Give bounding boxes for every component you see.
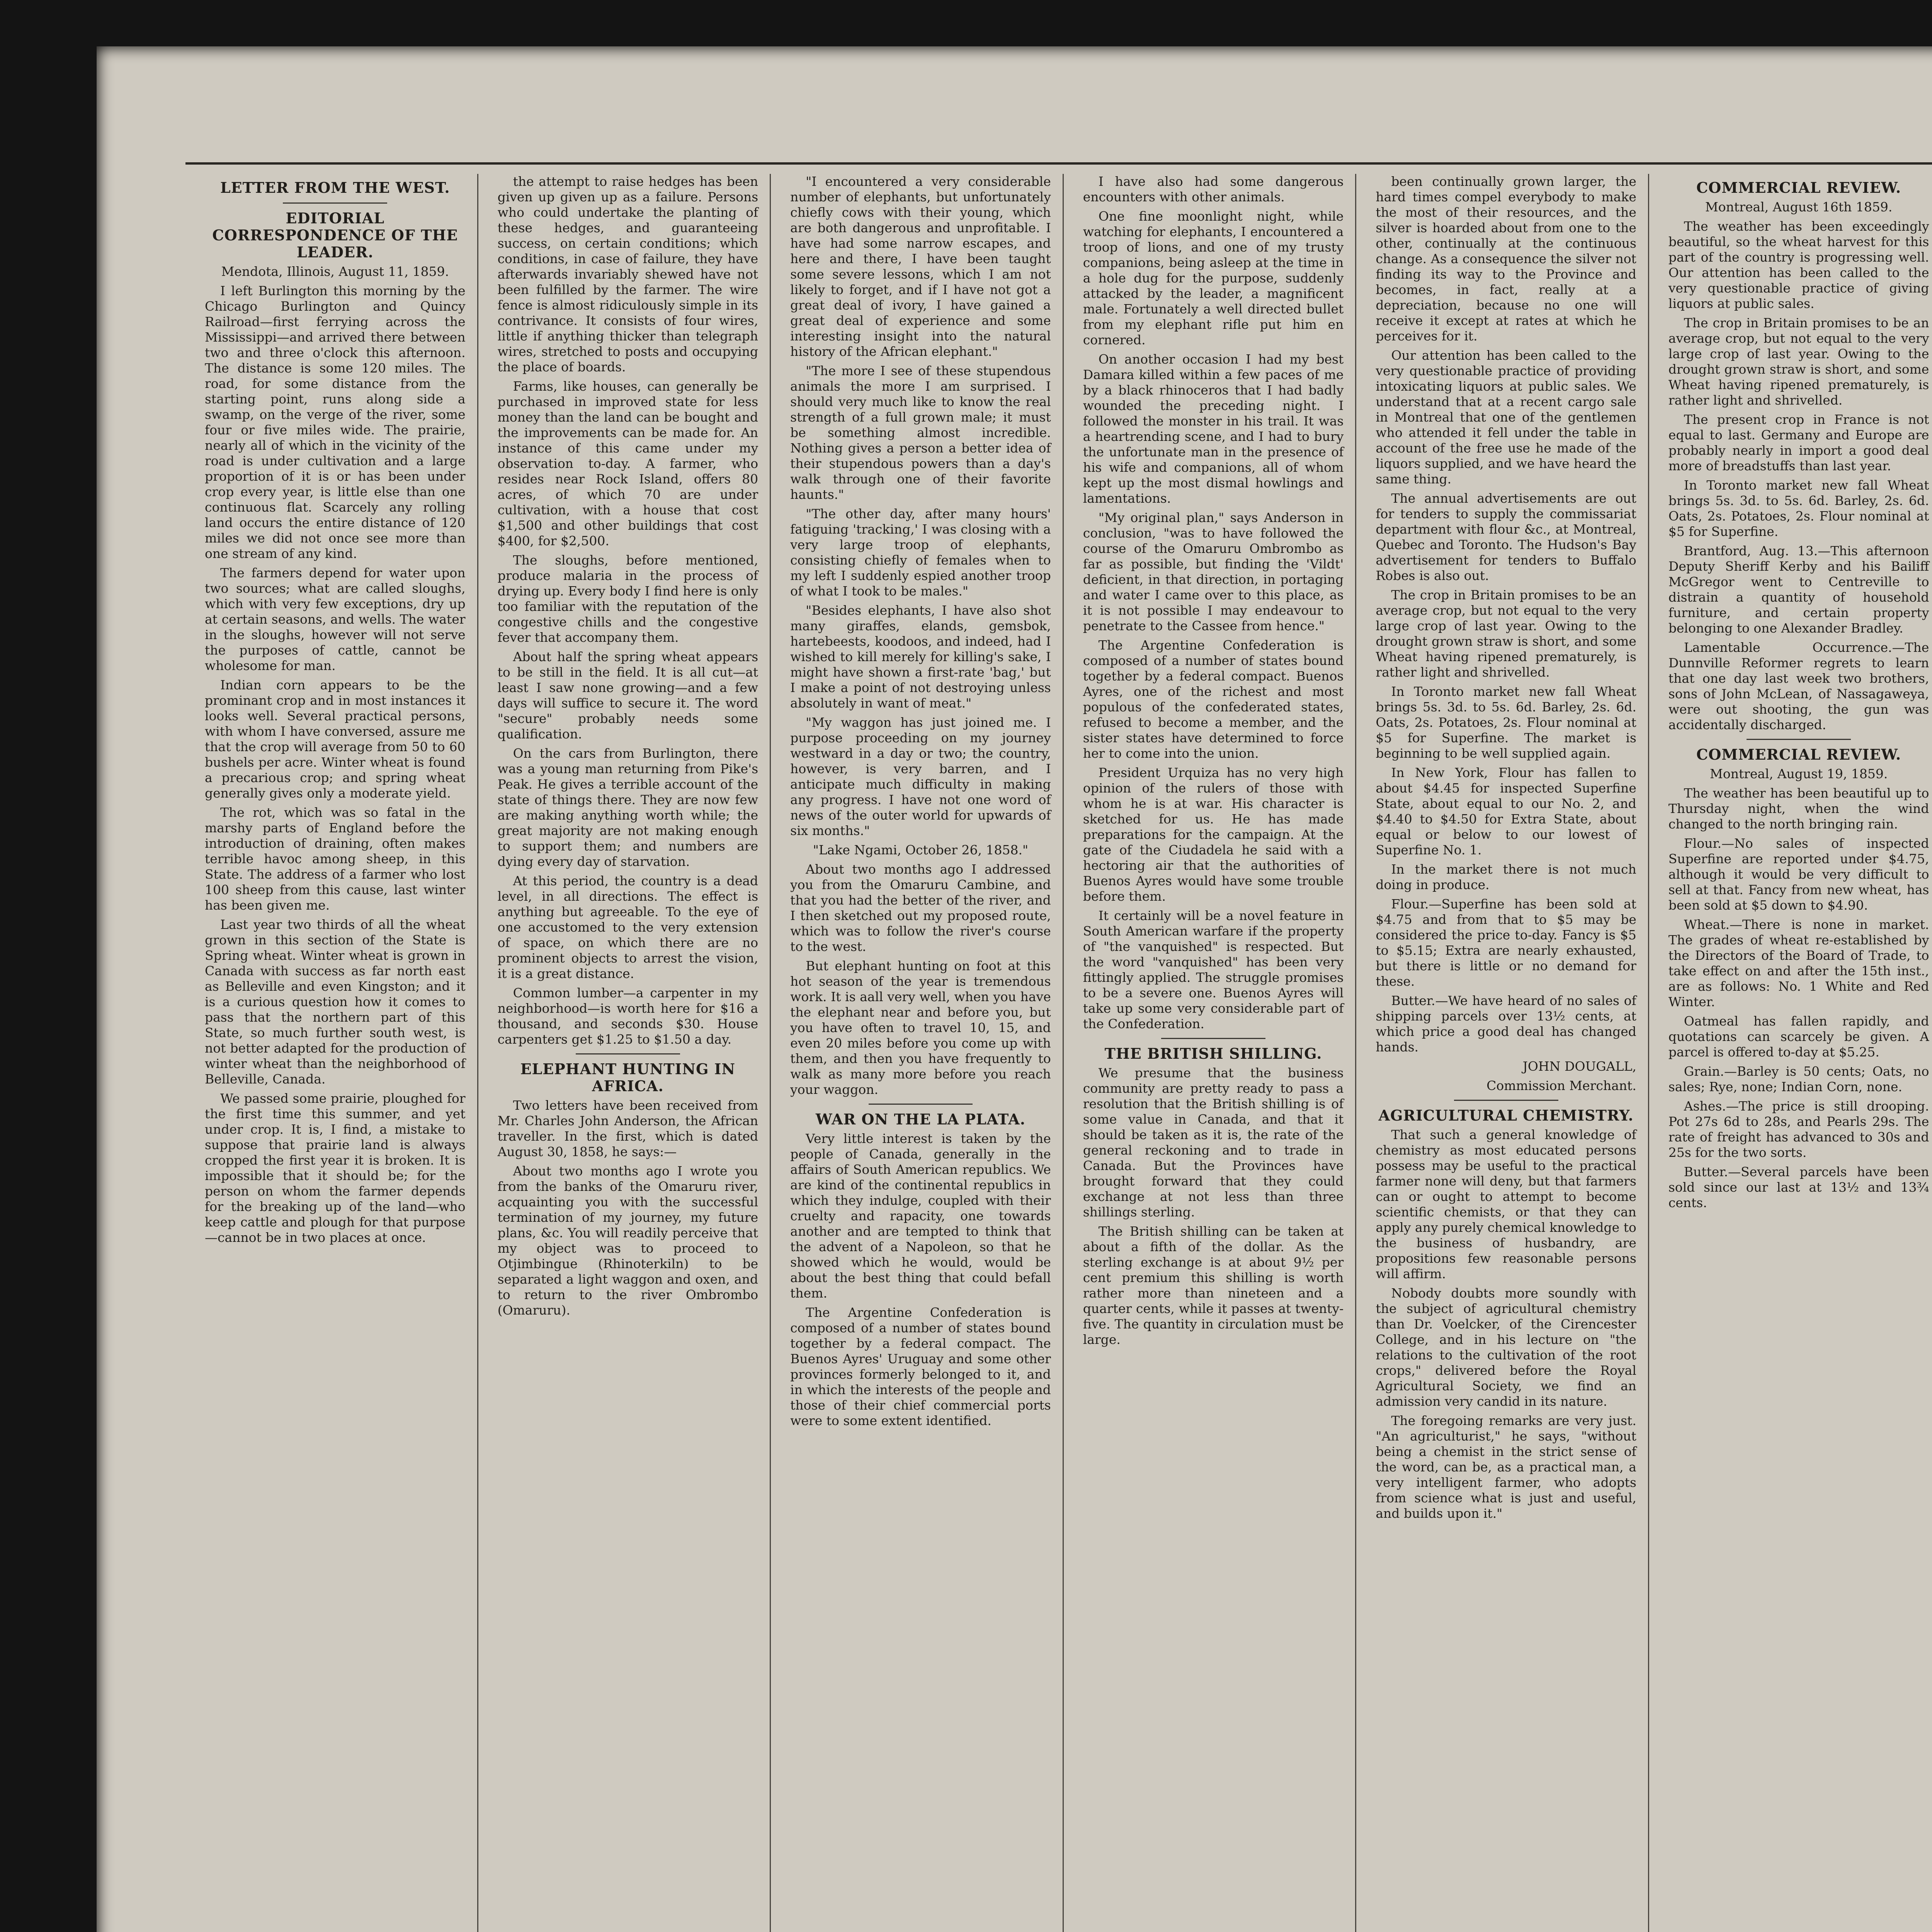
article-heading: EDITORIAL CORRESPONDENCE OF THE LEADER. [212, 209, 458, 261]
article-paragraph: About two months ago I wrote you from the banks of the Omaruru river, acquainting you with the successful termination of my journey, my future plans, &c. You will readily perceive that my object was to proceed to Otjimbingue (Rhinoterkiln) to be separated a light waggon and oxen, and to return to the river Ombrombo (Omaruru). [497, 1163, 759, 1318]
article-paragraph: The crop in Britain promises to be an average crop, but not equal to the very large crop of last year. Owing to the drought grown straw is short, and some Wheat having ripened prematurely, is rather light and shrivelled. [1668, 315, 1929, 408]
article-paragraph: The crop in Britain promises to be an average crop, but not equal to the very large crop of last year. Owing to the drought grown straw is short, and some Wheat having ripened prematurely, is rather light and shrivelled. [1376, 587, 1636, 680]
article-heading: COMMERCIAL REVIEW. [1696, 746, 1901, 763]
column-4 [1071, 174, 1357, 1932]
article-paragraph: Brantford, Aug. 13.—This afternoon Deputy Sheriff Kerby and his Bailiff McGregor went to Centreville to distrain a quantity of household furniture, and certain property belonging to one Alexander Bradley. [1668, 543, 1929, 636]
article-paragraph: But elephant hunting on foot at this hot season of the year is tremendous work. It is aall very well, when you have the elephant near and before you, but you have often to travel 10, 15, and even 20 miles before you come up with them, and then you have frequently to walk as many more before you reach your waggon. [790, 958, 1051, 1097]
article-paragraph: "The other day, after many hours' fatiguing 'tracking,' I was closing with a very large troop of elephants, consisting chiefly of females when to my left I suddenly espied another troop of what I took to be males." [790, 506, 1051, 599]
article-paragraph: Flour.—No sales of inspected Superfine are reported under $4.75, although it would be very difficult to sell at that. Fancy from new wheat, has been sold at $5 down to $4.90. [1668, 836, 1929, 913]
signature: JOHN DOUGALL, [1522, 1059, 1636, 1074]
article-paragraph: In Toronto market new fall Wheat brings 5s. 3d. to 5s. 6d. Barley, 2s. 6d. Oats, 2s. Potatoes, 2s. Flour nominal at $5 for Superfine. [1668, 478, 1929, 539]
article-columns [193, 174, 1932, 1932]
article-paragraph: The weather has been exceedingly beautiful, so the wheat harvest for this part of the country is progressing well. Our attention has been called to the very questionable practice of giving liquors at public sales. [1668, 219, 1929, 311]
article-paragraph: It certainly will be a novel feature in South American warfare if the property of "the vanquished" is respected. But the word "vanquished" has been very fittingly applied. The struggle promises to be a severe one. Buenos Ayres will take up some very considerable part of the Confederation. [1083, 908, 1344, 1031]
article-paragraph: The foregoing remarks are very just. "An agriculturist," he says, "without being a chemist in the strict sense of the word, can be, as a practical man, a very intelligent farmer, who adopts from science what is just and useful, and builds upon it." [1376, 1413, 1636, 1521]
article-paragraph: I left Burlington this morning by the Chicago Burlington and Quincy Railroad—first ferrying across the Mississippi—and arrived there between two and three o'clock this afternoon. The distance is some 120 miles. The road, for some distance from the starting point, runs along side a swamp, on the verge of the river, some four or five miles wide. The prairie, nearly all of which in the vicinity of the road is under cultivation and a large proportion of it is or has been under crop every year, is little else than one continuous flat. Scarcely any rolling land occurs the entire distance of 120 miles we did not once see more than one stream of any kind. [205, 283, 466, 561]
article-paragraph: About two months ago I addressed you from the Omaruru Cambine, and that you had the better of the river, and I then sketched out my proposed route, which was to follow the river's course to the west. [790, 862, 1051, 954]
article-paragraph: The British shilling can be taken at about a fifth of the dollar. As the sterling exchange is at about 9½ per cent premium this shilling is worth rather more than nineteen and a quarter cents, while it passes at twenty-five. The quantity in circulation must be large. [1083, 1224, 1344, 1347]
article-paragraph: "My original plan," says Anderson in conclusion, "was to have followed the course of the Omaruru Ombrombo as far as possible, but finding the 'Vildt' deficient, in that direction, in portaging and water I came over to this place, as it is not possible I may endeavour to penetrate to the Cassee from hence." [1083, 510, 1344, 633]
section-divider [576, 1053, 680, 1054]
article-paragraph: The weather has been beautiful up to Thursday night, when the wind changed to the north bringing rain. [1668, 786, 1929, 832]
article-paragraph: The farmers depend for water upon two sources; what are called sloughs, which with very few exceptions, dry up at certain seasons, and wells. The water in the sloughs, however will not serve the purposes of cattle, cannot be wholesome for man. [205, 565, 466, 673]
article-paragraph: "The more I see of these stupendous animals the more I am surprised. I should very much like to know the real strength of a full grown male; it must be something almost incredible. Nothing gives a person a better idea of their stupendous powers than a day's walk through one of their favorite haunts." [790, 363, 1051, 502]
article-paragraph: Last year two thirds of all the wheat grown in this section of the State is Spring wheat. Winter wheat is grown in Canada with success as far north east as Belleville and even Kingston; and it is a curious question how it comes to pass that the northern part of this State, so much further south west, is not better adapted for the production of winter wheat than the neighborhood of Belleville, Canada. [205, 917, 466, 1087]
dateline: Montreal, August 16th 1859. [1705, 199, 1893, 214]
article-paragraph: Very little interest is taken by the people of Canada, generally in the affairs of South American republics. We are kind of the continental republics in which they indulge, coupled with their cruelty and rapacity, one towards another and are tempted to think that the advent of a Napoleon, so that he showed which he would, would be about the best thing that could befall them. [790, 1131, 1051, 1301]
signature: Commission Merchant. [1486, 1078, 1636, 1093]
article-paragraph: Flour.—Superfine has been sold at $4.75 and from that to $5 may be considered the price to-day. Fancy is $5 to $5.15; Extra are nearly exhausted, but there is little or no demand for these. [1376, 896, 1636, 989]
article-paragraph: The Argentine Confederation is composed of a number of states bound together by a federal compact. Buenos Ayres, one of the richest and most populous of the confederated states, refused to become a member, and the sister states have determined to force her to come into the union. [1083, 638, 1344, 761]
article-paragraph: On the cars from Burlington, there was a young man returning from Pike's Peak. He gives a terrible account of the state of things there. They are now few are making anything worth while; the great majority are not making enough to support them; and numbers are dying every day of starvation. [497, 746, 759, 869]
article-paragraph: Ashes.—The price is still drooping. Pot 27s 6d to 28s, and Pearls 29s. The rate of freight has advanced to 30s and 25s for the two sorts. [1668, 1099, 1929, 1160]
article-paragraph: I have also had some dangerous encounters with other animals. [1083, 174, 1344, 204]
header-rule [185, 162, 1932, 165]
article-paragraph: Butter.—We have heard of no sales of shipping parcels over 13½ cents, at which price a good deal has changed hands. [1376, 993, 1636, 1054]
article-heading: ELEPHANT HUNTING IN AFRICA. [520, 1060, 736, 1095]
article-paragraph: At this period, the country is a dead level, in all directions. The effect is anything but agreeable. To the eye of one accustomed to the very extension of space, on which there are no prominent objects to arrest the vision, it is a great distance. [497, 873, 759, 981]
article-paragraph: The annual advertisements are out for tenders to supply the commissariat department with flour &c., at Montreal, Quebec and Toronto. The Hudson's Bay advertisement for tenders to Buffalo Robes is also out. [1376, 491, 1636, 583]
article-paragraph: Grain.—Barley is 50 cents; Oats, no sales; Rye, none; Indian Corn, none. [1668, 1064, 1929, 1094]
column-1 [193, 174, 478, 1932]
article-paragraph: In the market there is not much doing in produce. [1376, 862, 1636, 892]
article-paragraph: Common lumber—a carpenter in my neighborhood—is worth here for $16 a thousand, and seconds $30. House carpenters get $1.25 to $1.50 a day. [497, 985, 759, 1047]
column-6 [1657, 174, 1932, 1932]
article-paragraph: The Argentine Confederation is composed of a number of states bound together by a federal compact. The Buenos Ayres' Uruguay and some other provinces formerly belonged to it, and in which the interests of the people and those of their chief commercial ports were to some extent identified. [790, 1305, 1051, 1428]
section-divider [1161, 1038, 1265, 1039]
article-paragraph: "Besides elephants, I have also shot many giraffes, elands, gemsbok, hartebeests, koodoos, and indeed, had I wished to kill merely for killing's sake, I might have shown a first-rate 'bag,' but I make a point of not destroying unless absolutely in want of meat." [790, 603, 1051, 711]
column-2 [486, 174, 771, 1932]
article-paragraph: Oatmeal has fallen rapidly, and quotations can scarcely be given. A parcel is offered to-day at $5.25. [1668, 1014, 1929, 1060]
column-3 [779, 174, 1064, 1932]
article-paragraph: "My waggon has just joined me. I purpose proceeding on my journey westward in a day or two; the country, however, is very barren, and I anticipate much difficulty in making any progress. I have not one word of news of the outer world for upwards of six months." [790, 715, 1051, 838]
article-heading: THE BRITISH SHILLING. [1104, 1045, 1322, 1062]
article-paragraph: That such a general knowledge of chemistry as most educated persons possess may be useful to the practical farmer none will deny, but that farmers can or ought to attempt to become scientific chemists, or that they can apply any purely chemical knowledge to the business of husbandry, are propositions few reasonable persons will affirm. [1376, 1127, 1636, 1281]
newspaper-page [97, 46, 1932, 1932]
article-paragraph: We presume that the business community are pretty ready to pass a resolution that the British shilling is of some value in Canada, and that it should be taken as it is, the rate of the general reckoning and to trade in Canada. But the Provinces have brought forward that they could exchange at not less than three shillings sterling. [1083, 1065, 1344, 1219]
article-paragraph: Our attention has been called to the very questionable practice of providing intoxicating liquors at public sales. We understand that at a recent cargo sale in Montreal that one of the gentlemen who attended it fell under the table in account of the free use he made of the liquors supplied, and we have heard the same thing. [1376, 348, 1636, 486]
article-heading: WAR ON THE LA PLATA. [815, 1111, 1026, 1128]
article-paragraph: In New York, Flour has fallen to about $4.45 for inspected Superfine State, about equal to our No. 2, and $4.40 to $4.50 for Extra State, about equal or below to our lowest of Superfine No. 1. [1376, 765, 1636, 857]
article-paragraph: been continually grown larger, the hard times compel everybody to make the most of their resources, and the silver is hoarded about from one to the other, continually at the continuous change. As a consequence the silver not finding its way to the Province and becomes, in fact, really at a depreciation, because no one will receive it except at rates at which he perceives for it. [1376, 174, 1636, 344]
section-divider [1454, 1100, 1558, 1101]
dateline: Mendota, Illinois, August 11, 1859. [221, 264, 449, 279]
section-divider [283, 202, 387, 204]
article-paragraph: Farms, like houses, can generally be purchased in improved state for less money than the land can be bought and the improvements can be made for. An instance of this came under my observation to-day. A farmer, who resides near Rock Island, offers 80 acres, of which 70 are under cultivation, with a house that cost $1,500 and other buildings that cost $400, for $2,500. [497, 379, 759, 548]
article-paragraph: Wheat.—There is none in market. The grades of wheat re-established by the Directors of the Board of Trade, to take effect on and after the 15th inst., are as follows: No. 1 White and Red Winter. [1668, 917, 1929, 1009]
section-divider [1747, 739, 1851, 740]
article-paragraph: The present crop in France is not equal to last. Germany and Europe are probably nearly in import a good deal more of breadstuffs than last year. [1668, 412, 1929, 473]
article-paragraph: About half the spring wheat appears to be still in the field. It is all cut—at least I saw none growing—and a few days will suffice to secure it. The word "secure" probably needs some qualification. [497, 649, 759, 742]
dateline: Montreal, August 19, 1859. [1710, 766, 1888, 781]
dateline: "Lake Ngami, October 26, 1858." [813, 842, 1029, 857]
article-paragraph: The rot, which was so fatal in the marshy parts of England before the introduction of draining, often makes terrible havoc among sheep, in this State. The address of a farmer who lost 100 sheep from this cause, last winter has been given me. [205, 805, 466, 913]
article-paragraph: On another occasion I had my best Damara killed within a few paces of me by a black rhinoceros that I had badly wounded the preceding night. I followed the monster in his trail. It was a heartrending scene, and I had to bury the unfortunate man in the presence of his wife and companions, all of whom kept up the most dismal howlings and lamentations. [1083, 352, 1344, 506]
article-paragraph: President Urquiza has no very high opinion of the rulers of those with whom he is at war. His character is sketched for us. He has made preparations for the campaign. At the gate of the Ciudadela he said with a hectoring air that the authorities of Buenos Ayres would have some trouble before them. [1083, 765, 1344, 904]
article-paragraph: The sloughs, before mentioned, produce malaria in the process of drying up. Every body I find here is only too familiar with the reputation of the congestive chills and the congestive fever that accompany them. [497, 553, 759, 645]
column-5 [1364, 174, 1649, 1932]
article-heading: LETTER FROM THE WEST. [220, 179, 450, 196]
article-paragraph: In Toronto market new fall Wheat brings 5s. 3d. to 5s. 6d. Barley, 2s. 6d. Oats, 2s. Potatoes, 2s. Flour nominal at $5 for Superfine. The market is beginning to be well supplied again. [1376, 684, 1636, 761]
article-heading: COMMERCIAL REVIEW. [1696, 179, 1901, 196]
article-paragraph: One fine moonlight night, while watching for elephants, I encountered a troop of lions, and one of my trusty companions, being asleep at the time in a hole dug for the purpose, suddenly attacked by the leader, a magnificent male. Fortunately a well directed bullet from my elephant rifle put him en cornered. [1083, 209, 1344, 347]
article-paragraph: the attempt to raise hedges has been given up given up as a failure. Persons who could undertake the planting of these hedges, and guaranteeing success, on certain conditions; which conditions, in case of failure, they have afterwards invariably shewed have not been fulfilled by the farmer. The wire fence is almost ridiculously simple in its contrivance. It consists of four wires, little if anything thicker than telegraph wires, stretched to posts and occupying the place of boards. [497, 174, 759, 374]
article-heading: AGRICULTURAL CHEMISTRY. [1378, 1107, 1634, 1124]
article-paragraph: We passed some prairie, ploughed for the first time this summer, and yet under crop. It is, I find, a mistake to suppose that prairie land is always cropped the first year it is broken. It is impossible that it should be; for the person on whom the farmer depends for the breaking up of the land—who keep cattle and plough for that purpose—cannot be in two places at once. [205, 1091, 466, 1245]
article-paragraph: Nobody doubts more soundly with the subject of agricultural chemistry than Dr. Voelcker, of the Cirencester College, and in his lecture on "the relations to the cultivation of the root crops," delivered before the Royal Agricultural Society, we find an admission very candid in its nature. [1376, 1286, 1636, 1409]
article-paragraph: Butter.—Several parcels have been sold since our last at 13½ and 13¾ cents. [1668, 1164, 1929, 1210]
section-divider [869, 1104, 973, 1105]
article-paragraph: Two letters have been received from Mr. Charles John Anderson, the African traveller. In the first, which is dated August 30, 1858, he says:— [497, 1098, 759, 1159]
article-paragraph: "I encountered a very considerable number of elephants, but unfortunately chiefly cows with their young, which are both dangerous and unprofitable. I have had some narrow escapes, and here and there, I have been taught some severe lessons, which I am not likely to forget, and if I have not got a great deal of ivory, I have gained a great deal of experience and some interesting insight into the natural history of the African elephant." [790, 174, 1051, 359]
article-paragraph: Lamentable Occurrence.—The Dunnville Reformer regrets to learn that one day last week two brothers, sons of John McLean, of Nassagaweya, were out shooting, the gun was accidentally discharged. [1668, 640, 1929, 732]
article-paragraph: Indian corn appears to be the prominant crop and in most instances it looks well. Several practical persons, with whom I have conversed, assure me that the crop will average from 50 to 60 bushels per acre. Winter wheat is found a precarious crop; and spring wheat generally gives only a moderate yield. [205, 677, 466, 801]
